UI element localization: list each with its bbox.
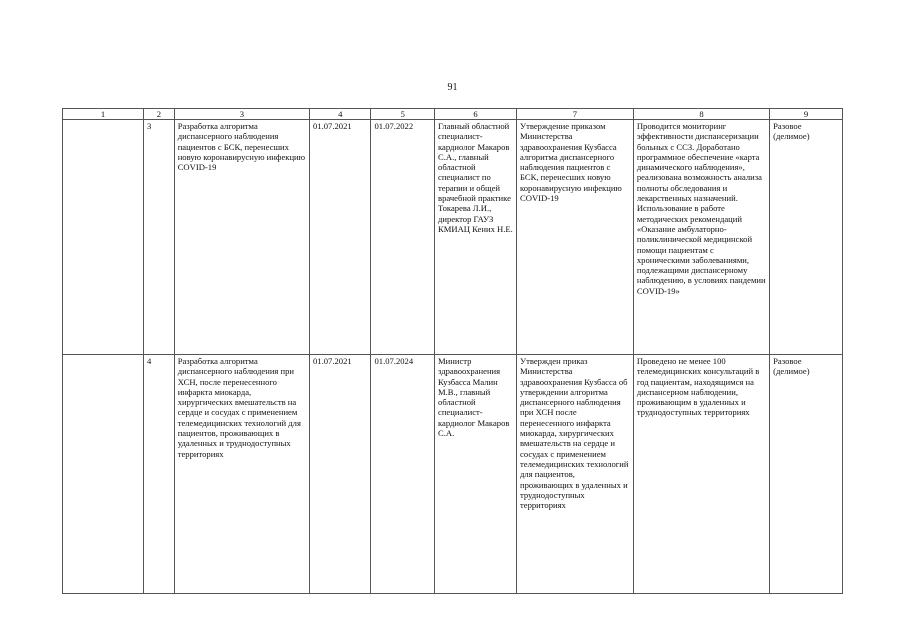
col-header-3: 3 — [174, 109, 309, 120]
cell-start-date: 01.07.2021 — [309, 120, 370, 355]
col-header-7: 7 — [517, 109, 634, 120]
cell-number: 3 — [143, 120, 174, 355]
cell-responsible: Министр здравоохранения Кузбасса Малин М.В., главный областной специалист-кардиолог Макаров С.А. — [435, 355, 517, 594]
cell-start-date: 01.07.2021 — [309, 355, 370, 594]
plan-table — [62, 108, 843, 594]
cell-end-date: 01.07.2022 — [371, 120, 435, 355]
cell-result: Утверждение приказом Министерства здравоохранения Кузбасса алгоритма диспансерного наблюдения пациентов с БСК, перенесших новую коронавирусную инфекцию COVID-19 — [517, 120, 634, 355]
cell-responsible: Главный областной специалист-кардиолог Макаров С.А., главный областной специалист по терапии и общей врачебной практике Токарева Л.И., директор ГАУЗ КМИАЦ Кених Н.Е. — [435, 120, 517, 355]
col-header-1: 1 — [63, 109, 144, 120]
col-header-8: 8 — [633, 109, 769, 120]
cell-activity: Разработка алгоритма диспансерного наблюдения пациентов с БСК, перенесших новую коронавирусную инфекцию COVID-19 — [174, 120, 309, 355]
cell-activity: Разработка алгоритма диспансерного наблюдения при ХСН, после перенесенного инфаркта миокарда, хирургических вмешательств на сердце и сосудах с применением телемедицинских технологий для пациентов, проживающих в удаленных и труднодоступных территориях — [174, 355, 309, 594]
col-header-4: 4 — [309, 109, 370, 120]
cell-end-date: 01.07.2024 — [371, 355, 435, 594]
page-number: 91 — [447, 82, 458, 93]
col-header-2: 2 — [143, 109, 174, 120]
table-row — [63, 355, 843, 594]
cell-section — [63, 120, 144, 355]
cell-result: Утвержден приказ Министерства здравоохранения Кузбасса об утверждении алгоритма диспансерного наблюдения при ХСН после перенесенного инфаркта миокарда, хирургических вмешательств на сердце и сосудах с применением телемедицинских технологий для пациентов, проживающих в удаленных и труднодоступных территориях — [517, 355, 634, 594]
cell-status: Проведено не менее 100 телемедицинских консультаций в год пациентам, находящимся на диспансерном наблюдении, проживающим в удаленных и труднодоступных территориях — [633, 355, 769, 594]
cell-status: Проводится мониторинг эффективности диспансеризации больных с ССЗ. Доработано программное обеспечение «карта динамического наблюдения», реализована возможность анализа полноты обследования и лекарственных назначений. Использование в работе методических рекомендаций «Оказание амбулаторно-поликлинической медицинской помощи пациентам с хроническими заболеваниями, подлежащими диспансерному наблюдению, в условиях пандемии COVID-19» — [633, 120, 769, 355]
col-header-6: 6 — [435, 109, 517, 120]
table-row — [63, 120, 843, 355]
header-row — [63, 109, 843, 120]
col-header-9: 9 — [770, 109, 843, 120]
col-header-5: 5 — [371, 109, 435, 120]
cell-number: 4 — [143, 355, 174, 594]
cell-type: Разовое (делимое) — [770, 355, 843, 594]
cell-section — [63, 355, 144, 594]
cell-type: Разовое (делимое) — [770, 120, 843, 355]
